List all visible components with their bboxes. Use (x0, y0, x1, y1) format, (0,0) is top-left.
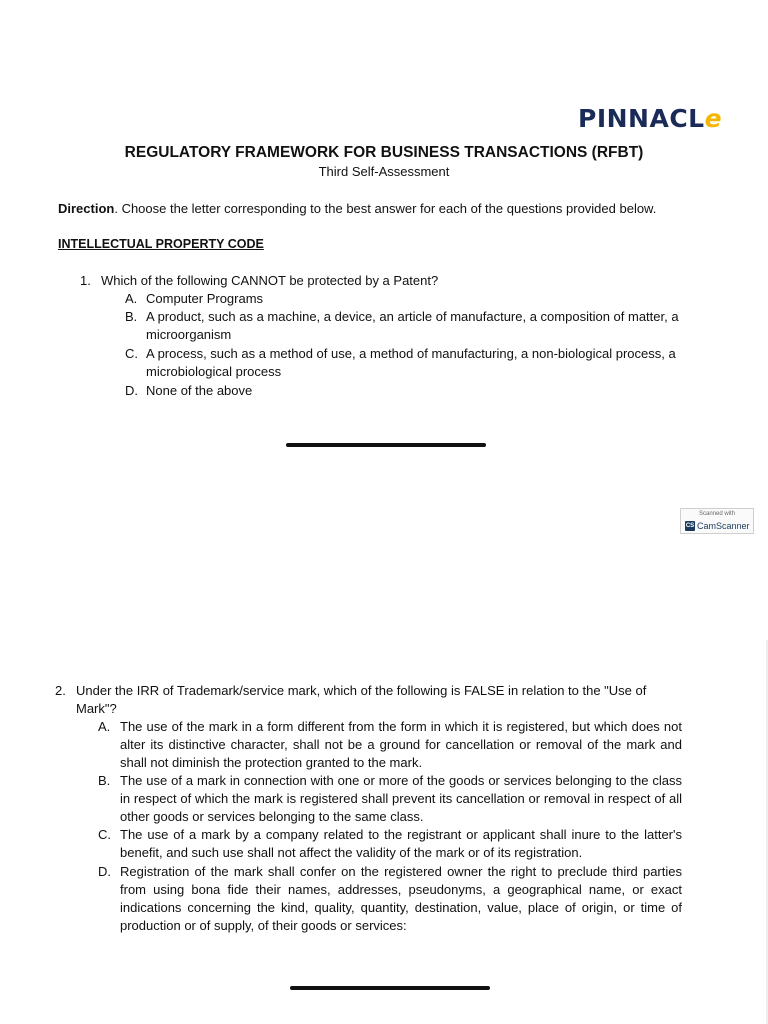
option-letter: C. (125, 346, 138, 361)
option-letter: C. (98, 827, 111, 842)
direction-text: . Choose the letter corresponding to the best answer for each of the questions provided below. (114, 201, 657, 216)
option-letter: A. (125, 291, 138, 306)
page-bottom-bar (290, 986, 490, 990)
option-text: Computer Programs (146, 291, 264, 306)
option-text: None of the above (146, 383, 253, 398)
direction-label: Direction (58, 201, 115, 216)
option-text: A process, such as a method of use, a method of manufacturing, a non-biological process, a microbiological process (146, 346, 676, 379)
question-text: Which of the following CANNOT be protected by a Patent? (101, 273, 439, 288)
direction-line (58, 201, 656, 216)
scanned-with-text: Scanned with (698, 511, 736, 517)
page-divider-bar (286, 443, 486, 447)
document-title: REGULATORY FRAMEWORK FOR BUSINESS TRANSACTIONS (RFBT) (124, 144, 644, 161)
document-subtitle: Third Self-Assessment (318, 164, 450, 179)
option-letter: D. (125, 383, 138, 398)
logo-main-text: PINNACL (578, 104, 705, 133)
option-text: A product, such as a machine, a device, an article of manufacture, a composition of matter, a microorganism (146, 309, 679, 342)
camscanner-icon: CS (685, 523, 695, 529)
option-letter: D. (98, 864, 111, 879)
question-text: Under the IRR of Trademark/service mark, which of the following is FALSE in relation to the "Use of Mark"? (76, 683, 647, 716)
option-text: Registration of the mark shall confer on the registered owner the right to preclude third parties from using bona fide their names, addresses, pseudonyms, a geographical name, or exact indications concerning the kind, quality, quantity, destination, value, place of origin, or time of production or of supply, of their goods or services: (120, 864, 682, 933)
question-number: 2. (55, 683, 66, 698)
option-letter: B. (125, 309, 138, 324)
camscanner-watermark (680, 508, 754, 534)
option-letter: B. (98, 773, 111, 788)
option-text: The use of a mark in connection with one or more of the goods or services belonging to the class in respect of which the mark is registered shall prevent its cancellation or removal in respect of all other goods or services belonging to the same class. (120, 773, 682, 824)
section-heading: INTELLECTUAL PROPERTY CODE (58, 237, 264, 251)
question-number: 1. (80, 273, 91, 288)
option-letter: A. (98, 719, 111, 734)
option-text: The use of the mark in a form different from the form in which it is registered, but which does not alter its distinctive character, shall not be a ground for cancellation or removal of the mark and shall not diminish the protection granted to the mark. (120, 719, 682, 770)
pinnacle-logo (578, 104, 722, 133)
logo-tail-text: e (704, 104, 723, 133)
option-text: The use of a mark by a company related to the registrant or applicant shall inure to the latter's benefit, and such use shall not affect the validity of the mark or of its registration. (120, 827, 682, 860)
camscanner-name: CamScanner (697, 521, 750, 531)
